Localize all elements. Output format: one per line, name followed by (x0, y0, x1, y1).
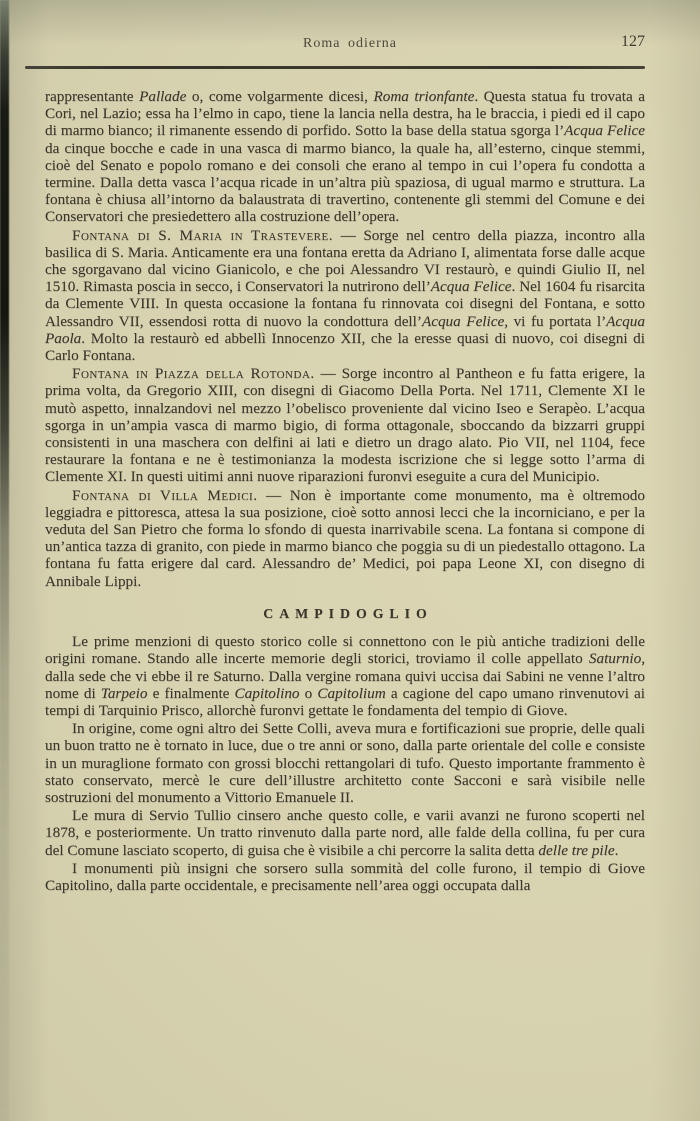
body-text: . Questa statua fu trovata a Cori, nel Lazio; essa ha l’elmo in capo, tiene la lancia nella destra, ha le braccia, i piedi ed il capo di marmo bianco; il rimanente essendo di porfido. Sotto la base della statua sgorga l’ (45, 88, 645, 140)
body-text: rappresentante (45, 88, 140, 105)
body-text: e finalmente (147, 684, 235, 702)
body-text: . Molto la restaurò ed abbellì Innocenzo XII, che la eresse quasi di nuovo, coi disegni di Carlo Fontana. (45, 329, 645, 365)
entry-title: Fontana di S. Maria in Trastevere. (72, 226, 334, 244)
italic-term: Acqua Felice (421, 312, 505, 330)
italic-term: Saturnio (588, 650, 642, 668)
header-rule (25, 66, 645, 69)
paragraph (45, 720, 645, 806)
entry-title: Fontana di Villa Medici. (72, 486, 258, 504)
body-text: da cinque bocche e cade in una vasca di marmo bianco, la quale ha, all’esterno, cinque stemmi, cioè del Senato e popolo romano e dei consoli che erano al tempo in cui l’opera fu condotta a termine. Dalla detta vasca l’acqua ricade in un’altra più spaziosa, di ugual marmo e struttura. La fontana è chiusa all’intorno da balaustrata di travertino, contenente gli stemmi del Comune e dei Conservatori che presiedettero alla costruzione dell’opera. (45, 139, 645, 226)
book-gutter-shadow (0, 0, 9, 1121)
paragraph (45, 487, 645, 590)
paragraph (45, 807, 645, 859)
text-column (45, 88, 645, 895)
paragraph (45, 365, 645, 485)
italic-term: Acqua Paola (45, 312, 645, 347)
italic-term: Roma trionfante (373, 88, 475, 105)
italic-term: Acqua Felice (564, 122, 645, 140)
running-header-title: Roma odierna (303, 36, 397, 51)
italic-term: Tarpeio (100, 684, 148, 702)
body-text: — Sorge incontro al Pantheon e fu fatta erigere, la prima volta, da Gregorio XIII, con disegni di Giacomo Della Porta. Nel 1711, Clemente XI le mutò aspetto, innalzandovi nel mezzo l’obelisco proveniente dal vicino Iseo e Serapèo. L’acqua sgorga in un’ampia vasca di marmo bigio, di forma ottagonale, sboccando da bizzarri gruppi consistenti in una maschera con delfini ai lati e dietro un drago alato. Pio VII, nel 1104, fece restaurare la fontana e ne è testimonianza la modesta iscrizione che si legge sotto l’arma di Clemente XI. In questi uitimi anni nuove riparazioni furonvi eseguite a cura del Municipio. (45, 365, 645, 486)
body-text: — Sorge nel centro della piazza, incontro alla basilica di S. Maria. Anticamente era una fontana eretta da Adriano I, alimentata forse dalle acque che sgorgavano dal vicino Gianicolo, e che poi Alessandro VI restaurò, e quindi Giulio II, nel 1510. Rimasta poscia in secco, i Conservatori la nutrirono dell’ (45, 226, 645, 296)
body-text: . (614, 841, 619, 859)
paragraph (45, 860, 645, 894)
italic-term: Acqua Felice (430, 278, 512, 296)
entry-title: Fontana in Piazza della Rotonda. (72, 365, 315, 383)
paragraph (45, 633, 645, 719)
body-text: Le prime menzioni di questo storico colle si connettono con le più antiche tradizioni delle origini romane. Stando alle incerte memorie degli storici, troviamo il colle appellato (45, 633, 645, 668)
body-text: o, come volgarmente dicesi, (186, 88, 374, 105)
paragraph (45, 227, 645, 365)
body-text: a cagione del capo umano rinvenutovi ai tempi di Tarquinio Prisco, allorchè furonvi gettate le fondamenta del tempio di Giove. (45, 684, 645, 719)
italic-term: Capitolino (234, 684, 300, 702)
paragraph (45, 88, 645, 226)
body-text: o (299, 684, 318, 702)
body-text: — Non è importante come monumento, ma è oltremodo leggiadra e pittoresca, attesa la sua posizione, cioè sotto annosi lecci che la incorniciano, e per la veduta del San Pietro che forma lo sfondo di questa inarrivabile scena. La fontana si compone di un’antica tazza di granito, con piede in marmo bianco che poggia su di un piedestallo ottagono. La fontana fu fatta erigere dal card. Alessandro de’ Medici, poi papa Leone XI, con disegno di Annibale Lippi. (45, 486, 645, 590)
body-text: , dalla sede che vi ebbe il re Saturno. Dalla vergine romana quivi uccisa dai Sabini ne venne l’altro nome di (45, 650, 645, 702)
italic-term: Capitolium (317, 684, 386, 702)
body-text: Le mura di Servio Tullio cinsero anche questo colle, e varii avanzi ne furono scoperti nel 1878, e posteriormente. Un tratto rinvenuto dalla parte nord, alle falde della collina, fu per cura del Comune lasciato scoperto, di guisa che è visibile a chi percorre la salita detta (45, 807, 645, 859)
italic-term: delle tre pile (538, 841, 615, 859)
body-text: , vi fu portata l’ (504, 312, 607, 330)
body-text: . Nel 1604 fu risarcita da Clemente VIII. In questa occasione la fontana fu rinnovata coi disegni del Fontana, e sotto Alessandro VII, essendosi rotta di nuovo la condottura dell’ (45, 278, 645, 330)
section-heading: CAMPIDOGLIO (263, 605, 433, 621)
page-number: 127 (621, 33, 645, 50)
body-text: I monumenti più insigni che sorsero sulla sommità del colle furono, il tempio di Giove Capitolino, dalla parte occidentale, e precisamente nell’area oggi occupata dalla (45, 859, 645, 894)
body-text: In origine, come ogni altro dei Sette Colli, aveva mura e fortificazioni sue proprie, delle quali un buon tratto ne è tornato in luce, due o tre anni or sono, dalla parte orientale del colle e consiste in un muraglione formato con grossi blocchi rettangolari di tufo. Questo importante frammento è stato conservato, mercè le cure dell’illustre architetto conte Sacconi e sarà visibile nelle sostruzioni del monumento a Vittorio Emanuele II. (45, 720, 645, 806)
italic-term: Pallade (139, 88, 187, 105)
